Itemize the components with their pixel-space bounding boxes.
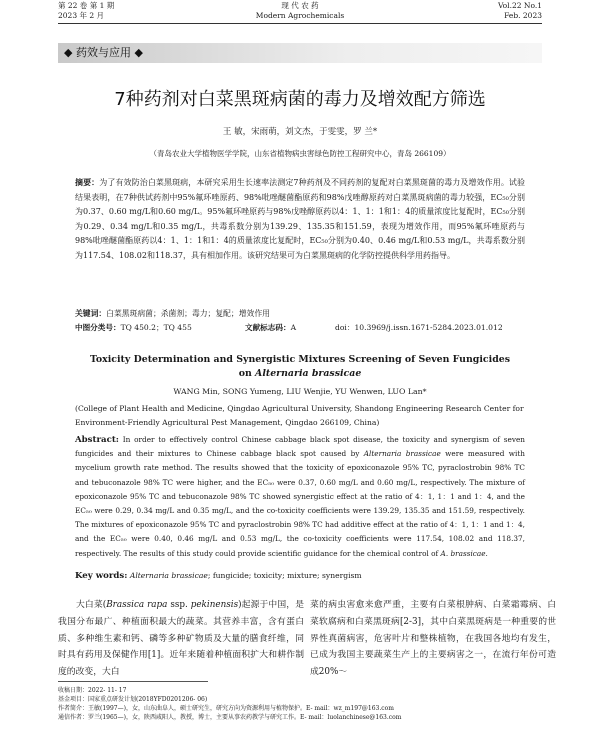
authors-en: WANG Min, SONG Yumeng, LIU Wenjie, YU Wenwen, LUO Lan* (173, 387, 427, 396)
keywords-en-rest: ; fungicide; toxicity; mixture; synergism (207, 571, 362, 580)
abstract-en-species-1: Alternaria brassicae (363, 449, 441, 459)
keywords-en-label: Key words: (75, 571, 128, 581)
abstract-en-text-2: were measured with mycelium growth rate method. The results showed that the toxicity of epoxiconazole 95% TC, pyraclostrobin 98% TC and tebuconazole 98% TC were higher, and the EC₅₀ were 0.37, 0.60 mg/L and 0.60 mg/L, respectively. The mixture of epoxiconazole 95% TC and tebuconazole 98% TC showed synergistic effect at the ratio of 4：1, 1：1 and 1：4, and the EC₅₀ were 0.29, 0.34 mg/L and 0.35 mg/L, and the co-toxicity coefficients were 139.29, 135.35 and 151.59, respectively. The mixtures of epoxiconazole 95% TC and pyraclostrobin 98% TC had additive effect at the ratio of 4：1, 1：1 and 1：4, and the EC₅₀ were 0.40, 0.46 mg/L and 0.53 mg/L, the co-toxicity coefficients were 117.54, 108.02 and 118.37, respectively. The results of this study could provide scientific guidance for the chemical control of (75, 449, 525, 558)
abstract-cn-text: 为了有效防治白菜黑斑病，本研究采用生长速率法测定7种药剂及不同药剂的复配对白菜黑斑菌的毒力及增效作用。试验结果表明，在7种供试药剂中95%氟环唑原药、98%吡唑醚菌酯原药和98%戊唑醇原药对白菜黑斑病菌的毒力较强，EC₅₀分别为0.37、0.60 mg/L和0.60 mg/L。95%氟环唑原药与98%戊唑醇原药以4：1、1：1和1：4的质量浓度比复配时，EC₅₀分别为0.29、0.34 mg/L和0.35 mg/L，共毒系数分别为139.29、135.35和151.59，表现为增效作用，而95%氟环唑原药与98%吡唑醚菌酯原药以4：1、1：1和1：4的质量浓度比复配时，EC₅₀分别为0.40、0.46 mg/L和0.53 mg/L，共毒系数分别为117.54、108.02和118.37，具有相加作用。该研究结果可为白菜黑斑病的化学防控提供科学用药指导。 (75, 178, 526, 260)
body-left-post: )起源于中国，是我国分布最广、种植面积最大的蔬菜。其营养丰富，含有蛋白质、多种维生素和钙、磷等多种矿物质及大量的膳食纤维，同时具有药用及保健作用[1]。近年来随着种植面积扩大和耕作制度的改变，大白 (58, 600, 304, 678)
abstract-en-label: Abstract: (75, 435, 119, 445)
date-en: Feb. 2023 (504, 10, 542, 20)
doi-value: 10.3969/j.issn.1671-5284.2023.01.012 (354, 323, 503, 332)
doc-code-value: A (290, 323, 297, 332)
footnote-fund: 基金项目：国家重点研发计划(2018YFD0201206- 06) (58, 696, 208, 703)
body-left-mid: ssp. (167, 600, 191, 610)
authors-cn: 王 敏，宋雨萌，刘文杰，于雯雯，罗 兰* (222, 127, 378, 137)
keywords-en-species: Alternaria brassicae (129, 571, 208, 580)
abstract-en-text-1: In order to effectively control Chinese cabbage black spot disease, the toxicity and synergism of seven fungicides and their mixtures to Chinese cabbage black spot caused by (75, 435, 525, 459)
abstract-cn (75, 175, 525, 264)
keywords-en (75, 570, 525, 582)
affiliation-cn: （青岛农业大学植物医学学院，山东省植物病虫害绿色防控工程研究中心，青岛 266109） (149, 149, 451, 158)
title-en-on: on (238, 368, 256, 379)
volume-cn: 第 22 卷 第 1 期 (58, 1, 115, 10)
body-left-pre: 大白菜( (76, 600, 107, 610)
abstract-en-species-2: A. brassicae (440, 548, 486, 558)
section-label: ◆ 药效与应用 ◆ (64, 46, 143, 59)
affiliation-en: (College of Plant Health and Medicine, Qingdao Agricultural University, Shandong Engineering Research Center for Environment-Friendly Agricultural Pest Management, Qingdao 266109, China) (75, 404, 524, 427)
clc-value: TQ 450.2；TQ 455 (120, 323, 192, 332)
title-en-species: Alternaria brassicae (255, 368, 362, 379)
article-title-en-line2 (0, 367, 600, 381)
body-left-species2: pekinensis (190, 600, 239, 610)
keywords-cn-text: 白菜黑斑病菌；杀菌剂；毒力；复配；增效作用 (106, 309, 270, 318)
body-column-left (58, 597, 304, 681)
article-title-cn: 7种药剂对白菜黑斑病菌的毒力及增效配方筛选 (114, 89, 486, 110)
footnote-received: 收稿日期：2022- 11- 17 (58, 687, 127, 694)
volume-en: Vol.22 No.1 (497, 1, 542, 10)
footnote-corresponding: 通信作者：罗兰(1965—)，女，陕西咸阳人，教授，博士，主要从事农药教学与研究工作。E- mail：luolanchinese@163.com (58, 714, 402, 721)
running-header (58, 0, 542, 22)
header-right (498, 1, 542, 20)
journal-name-cn: 现 代 农 药 (281, 1, 319, 10)
clc-label: 中图分类号： (75, 323, 121, 332)
doi-label: doi： (335, 323, 355, 332)
header-rule (58, 23, 542, 24)
article-title-en: Toxicity Determination and Synergistic Mixtures Screening of Seven Fungicides (89, 354, 510, 365)
footnote-author: 作者简介：王敏(1997—)，女，山东曲阜人，硕士研究生，研究方向为资源利用与植物保护。E- mail：wz_m197@163.com (58, 705, 394, 712)
journal-name-en: Modern Agrochemicals (255, 10, 345, 20)
abstract-cn-label: 摘要： (75, 177, 100, 187)
abstract-en (75, 433, 525, 561)
classification-cn (75, 322, 525, 333)
footnote-rule (58, 681, 208, 682)
body-column-right: 菜的病虫害愈来愈严重，主要有白菜根肿病、白菜霜霉病、白菜软腐病和白菜黑斑病[2-3]，其中白菜黑斑病是一种重要的世界性真菌病害，危害叶片和整株植物，在我国各地均有发生，已成为我国主要蔬菜生产上的主要病害之一，在流行年份可造成20%～ (310, 600, 556, 678)
section-banner (58, 43, 542, 63)
doc-code-label: 文献标志码： (245, 323, 291, 332)
keywords-cn-label: 关键词： (75, 309, 107, 318)
keywords-cn (75, 308, 525, 319)
abstract-en-text-3: . (485, 548, 488, 558)
body-left-species: Brassica rapa (106, 600, 168, 610)
date-cn: 2023 年 2 月 (58, 10, 105, 20)
header-center (58, 1, 542, 20)
